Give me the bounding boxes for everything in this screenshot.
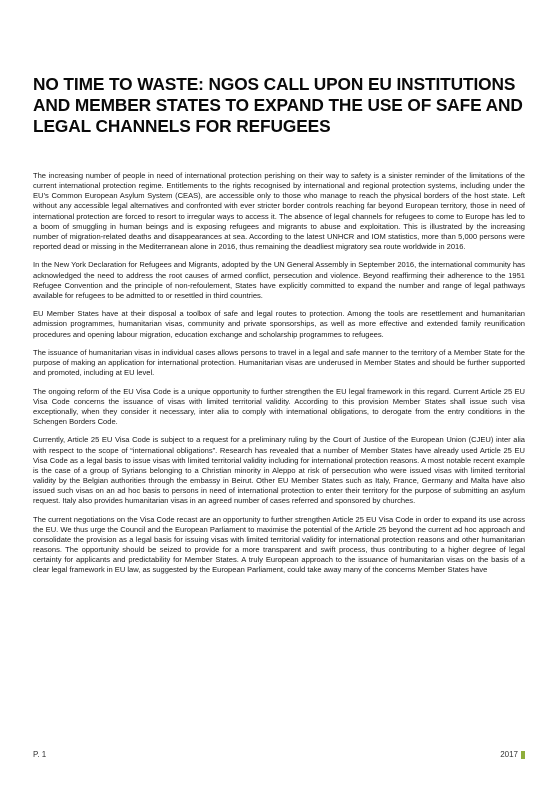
page-number: P. 1 [33,750,47,759]
paragraph-5: The ongoing reform of the EU Visa Code is a unique opportunity to further strengthen the EU legal framework in this regard. Current Article 25 EU Visa Code concerns the issuance of visas with limited territorial validity. According to this provision Member States shall issue such visa exceptionally, when they consider it necessary, inter alia to comply with international obligations, to derogate from the entry conditions in the Schengen Borders Code. [33,386,525,427]
document-title: NO TIME TO WASTE: NGOS CALL UPON EU INSTITUTIONS AND MEMBER STATES TO EXPAND THE USE OF SAFE AND LEGAL CHANNELS FOR REFUGEES [33,74,523,136]
paragraph-2: In the New York Declaration for Refugees and Migrants, adopted by the UN General Assembly in September 2016, the international community has acknowledged the need to address the root causes of armed conflict, persecution and violence. Beyond reaffirming their adherence to the 1951 Refugee Convention and the principle of non-refoulement, States have explicitly committed to expand the number and range of legal pathways available for refugees to be admitted to or resettled in third countries. [33,260,525,300]
year-label: 2017 [500,750,518,759]
paragraph-3: EU Member States have at their disposal a toolbox of safe and legal routes to protection. Among the tools are resettlement and humanitarian admission programmes, humanitarian visas, community and private sponsorships, as well as more effective and extended family reunification procedures and opening labour migration, education exchange and scholarship programmes to refugees. [33,309,525,339]
paragraph-7: The current negotiations on the Visa Code recast are an opportunity to further strengthen Article 25 EU Visa Code in order to expand its use across the EU. We thus urge the Council and the European Parliament to maximise the potential of the Article 25 beyond the current ad hoc approach and consolidate the provision as a legal basis for issuing visas with limited territorial validity for international protection reasons and other humanitarian reasons. The opportunity should be seized to provide for a more transparent and swift process, thus contributing to a higher degree of legal certainty for applicants and predictability for Member States. A truly European approach to the issuance of humanitarian visas on the basis of a clear legal framework in EU law, as suggested by the European Parliament, could take away many of the concerns Member States have [33,514,525,575]
paragraph-4: The issuance of humanitarian visas in individual cases allows persons to travel in a legal and safe manner to the territory of a Member State for the purpose of making an application for international protection. Humanitarian visas are underused in Member States and should be further supported and promoted, including at EU level. [33,347,525,378]
paragraph-6: Currently, Article 25 EU Visa Code is subject to a request for a preliminary ruling by the Court of Justice of the European Union (CJEU) inter alia with respect to the scope of “international obligations”. Research has revealed that a number of Member States have already used Article 25 EU Visa Code as a legal basis to issue visas with limited territorial validity including for international protection reasons. A most notable recent example is the case of a group of Syrians belonging to a Christian minority in Aleppo at risk of persecution who were issued visas with limited territorial validity by the Belgian authorities through the embassy in Beirut. Other EU Member States such as Italy, France, Germany and Malta have also issued such visas on an ad hoc basis to persons in need of international protection to enter their territory for the purpose of submitting an asylum request. Italy also provides humanitarian visas in an agreed number of cases referred and sponsored by churches. [33,435,525,506]
document-body [33,171,525,584]
paragraph-1: The increasing number of people in need of international protection perishing on their way to safety is a sinister reminder of the limitations of the current international protection regime. Entitlements to the rights recognised by international and regional protection systems, including under the EU’s Common European Asylum System (CEAS), are accessible only to those who manage to reach the physical borders of the host state. Left without any accessible legal alternatives and confronted with ever stricter border controls reaching far beyond European territory, those in need of international protection are forced to resort to irregular ways to access it. The absence of legal channels for refugees to come to Europe has led to a boom of smuggling in human beings and is exposing refugees and migrants to abuse and exploitation. This is illustrated by the increasing number of migration-related deaths and disappearances at sea. According to the latest UNHCR and IOM statistics, more than 5,000 persons were reported dead or missing in the Mediterranean alone in 2016, thus remaining the deadliest migratory sea route worldwide in 2016. [33,171,525,252]
footer-year [500,750,525,759]
accent-bar-icon [521,751,525,759]
page-footer [33,750,525,762]
